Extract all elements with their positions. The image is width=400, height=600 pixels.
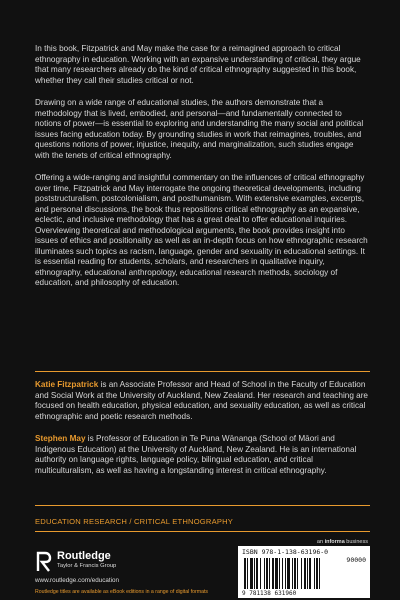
publisher-url: www.routledge.com/education bbox=[35, 577, 120, 584]
author-name-1: Katie Fitzpatrick bbox=[35, 380, 99, 389]
blurb bbox=[35, 44, 370, 301]
informa-suffix: business bbox=[344, 539, 368, 545]
blurb-paragraph-1: In this book, Fitzpatrick and May make the case for a reimagined approach to critical ethnography in education. Working with an expansive understanding of critical, they argue that many researchers already do the kind of critical ethnography suggested in this book, whether they call their studies critical or not. bbox=[35, 44, 361, 85]
routledge-logo-icon bbox=[35, 550, 53, 572]
blurb-paragraph-3: Offering a wide-ranging and insightful commentary on the influences of critical ethnography over time, Fitzpatrick and May interrogate the ongoing theoretical developments, including poststructuralism, postcolonialism, and posthumanism. With extensive examples, excerpts, and personal discussions, the book thus repositions critical ethnography as an expansive, eclectic, and inclusive methodology that has a great deal to offer educational inquiries. Overviewing theoretical and methodological arguments, the book provides insight into issues of ethics and positionality as well as an in-depth focus on how ethnographic research illuminates such topics as racism, language, gender and sexuality in educational settings. It is essential reading for students, scholars, and researchers in qualitative inquiry, ethnography, educational anthropology, educational research methods, sociology of education, and philosophy of education. bbox=[35, 173, 368, 287]
author-bio-text-1: is an Associate Professor and Head of School in the Faculty of Education and Social Work at the University of Auckland, New Zealand. Her research and teaching are focused on health education, physical education, and sexuality education, as well as critical ethnographic and poetic research methods. bbox=[35, 380, 368, 421]
author-bio-text-2: is Professor of Education in Te Puna Wānanga (School of Māori and Indigenous Education) at the University of Auckland, New Zealand. He is an international authority on language rights, language policy, bilingual education, and critical multiculturalism, as well as having a longstanding interest in critical ethnography. bbox=[35, 434, 357, 475]
divider-top bbox=[35, 371, 370, 372]
divider-bottom bbox=[35, 531, 370, 532]
barcode-number: 9 781138 631960 bbox=[242, 590, 297, 597]
barcode bbox=[238, 546, 370, 598]
publisher-name: Routledge bbox=[57, 550, 111, 562]
author-bio-1 bbox=[35, 380, 370, 422]
informa-prefix: an bbox=[316, 539, 325, 545]
publisher-logo bbox=[35, 548, 145, 578]
isbn-label: ISBN 978-1-138-63196-0 bbox=[242, 548, 329, 556]
author-name-2: Stephen May bbox=[35, 434, 86, 443]
author-bios bbox=[35, 380, 370, 488]
barcode-bars-icon bbox=[242, 558, 366, 589]
author-bio-2 bbox=[35, 434, 370, 476]
informa-brand: informa bbox=[324, 539, 345, 545]
blurb-paragraph-2: Drawing on a wide range of educational studies, the authors demonstrate that a methodology that is lived, embodied, and personal—and fundamentally connected to notions of power—is essential to exploring and understanding the many social and political issues facing education today. By grounding studies in work that reimagines, troubles, and questions notions of power, injustice, inequity, and marginalization, such studies engage with the tenets of critical ethnography. bbox=[35, 98, 364, 160]
ebook-note: Routledge titles are available as eBook editions in a range of digital formats bbox=[35, 589, 209, 595]
divider-middle bbox=[35, 505, 370, 506]
publisher-group: Taylor & Francis Group bbox=[57, 563, 117, 569]
subject-category: EDUCATION RESEARCH / CRITICAL ETHNOGRAPHY bbox=[35, 517, 234, 526]
price-code: 90000 bbox=[346, 556, 366, 564]
informa-tagline bbox=[317, 539, 368, 545]
